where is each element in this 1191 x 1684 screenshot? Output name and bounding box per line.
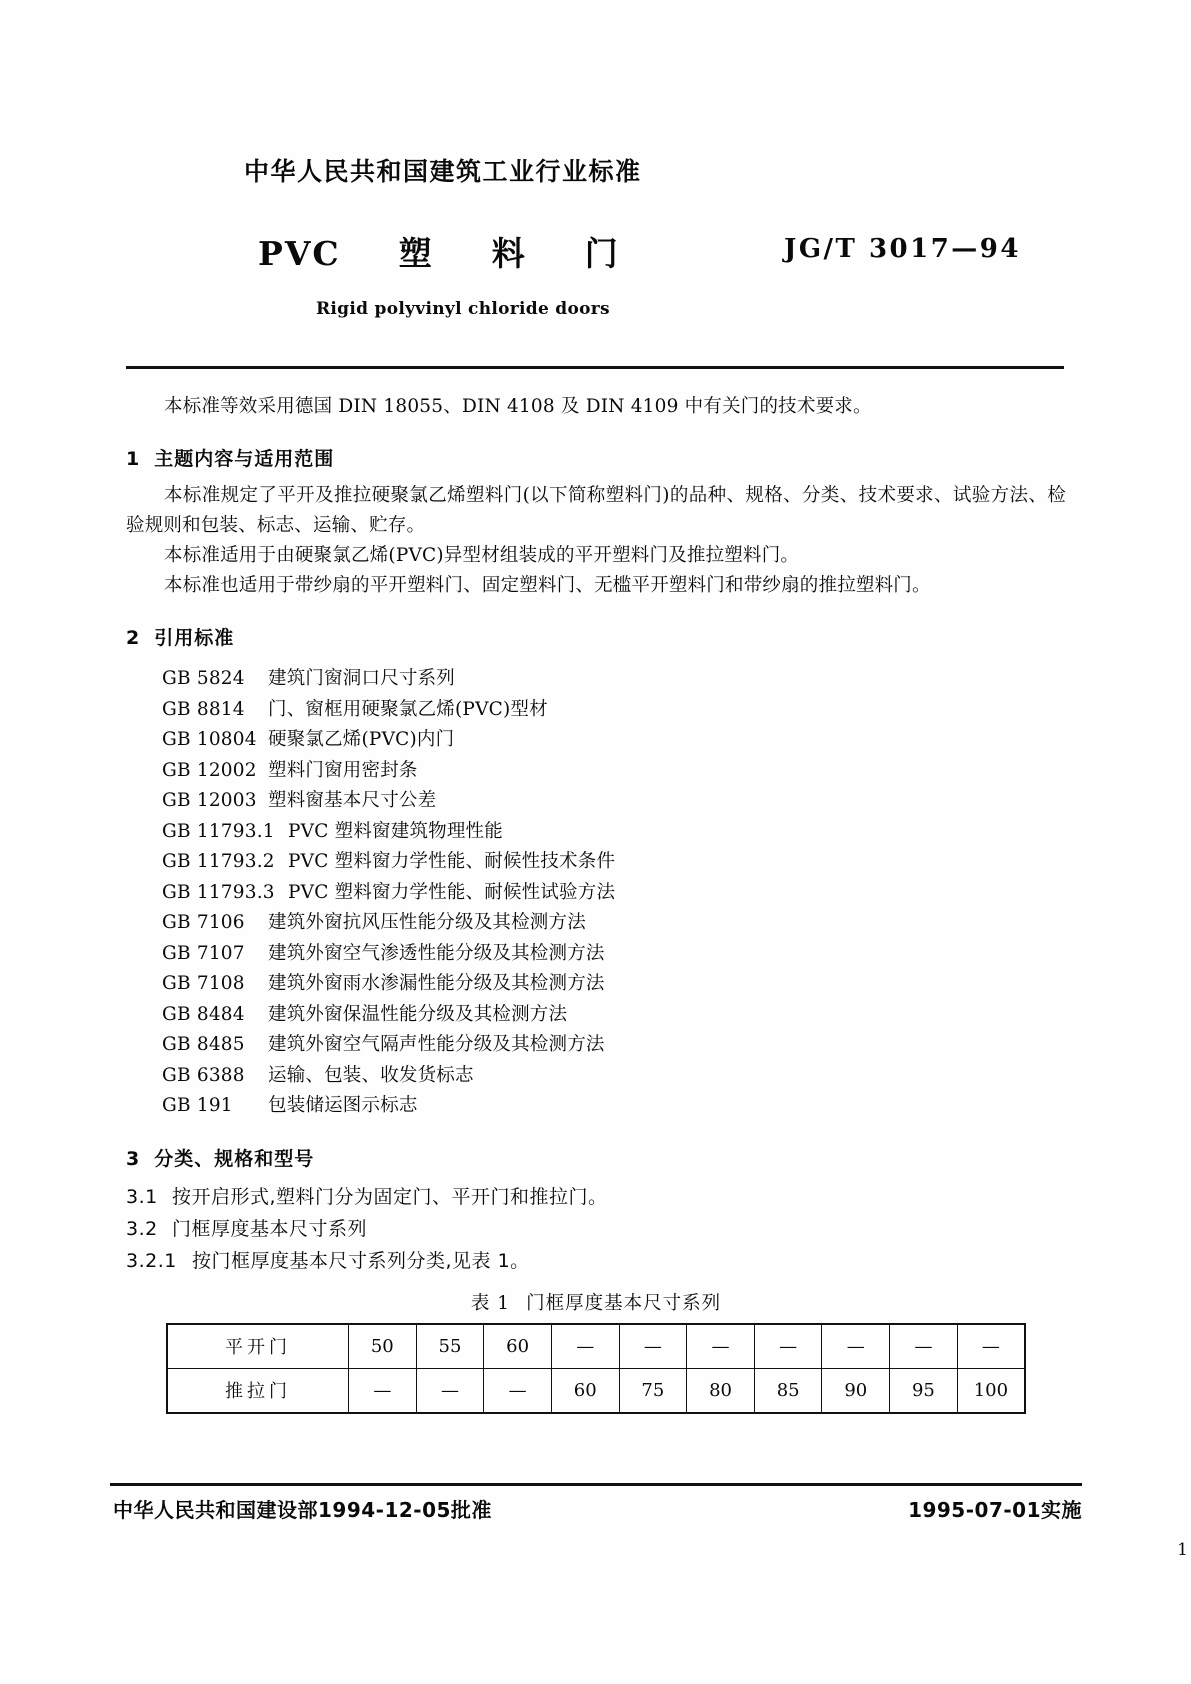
- cell: —: [619, 1324, 687, 1369]
- section-heading-1: [126, 444, 1066, 471]
- subsection-number: 3.2: [126, 1217, 158, 1240]
- reference-title: 门、窗框用硬聚氯乙烯(PVC)型材: [268, 698, 548, 720]
- cell: —: [754, 1324, 822, 1369]
- list-item: [162, 939, 1066, 970]
- cell: —: [890, 1324, 958, 1369]
- cell: 55: [416, 1324, 484, 1369]
- cell: 100: [957, 1368, 1025, 1413]
- list-item: [162, 969, 1066, 1000]
- header-divider: [126, 366, 1064, 369]
- list-item: [162, 1061, 1066, 1092]
- cell: 50: [349, 1324, 417, 1369]
- title-part-liao: 料: [491, 234, 527, 273]
- reference-code: GB 12002: [162, 759, 257, 781]
- section-title-3: 分类、规格和型号: [154, 1147, 315, 1170]
- cell: —: [416, 1368, 484, 1413]
- subsection-3-2: [126, 1213, 1066, 1245]
- section-number-2: 2: [126, 627, 141, 649]
- cell: —: [822, 1324, 890, 1369]
- section-title-2: 引用标准: [154, 627, 235, 649]
- reference-title: 包装储运图示标志: [268, 1095, 418, 1116]
- list-item: [162, 1091, 1066, 1122]
- standard-number: JG/T 3017—94: [784, 234, 1021, 264]
- reference-title: 塑料窗基本尺寸公差: [268, 790, 437, 811]
- subsection-text: 按门框厚度基本尺寸系列分类,见表 1。: [192, 1249, 530, 1272]
- reference-code: GB 11793.2: [162, 851, 275, 872]
- approval-statement: 中华人民共和国建设部1994-12-05批准: [113, 1498, 492, 1522]
- document-body: [126, 392, 1066, 1414]
- reference-title: 建筑外窗保温性能分级及其检测方法: [268, 1003, 568, 1025]
- reference-title: 运输、包装、收发货标志: [268, 1064, 474, 1086]
- subsection-3-2-1: [126, 1245, 1066, 1277]
- reference-title: 建筑外窗空气渗透性能分级及其检测方法: [268, 942, 605, 964]
- title-part-men: 门: [584, 234, 620, 273]
- table-caption: [126, 1289, 1066, 1315]
- section-title-1: 主题内容与适用范围: [154, 448, 335, 470]
- reference-standards-list: [162, 664, 1066, 1122]
- list-item: [162, 725, 1066, 756]
- subsection-text: 门框厚度基本尺寸系列: [172, 1217, 368, 1240]
- page-number: 1: [1177, 1540, 1188, 1560]
- reference-code: GB 6388: [162, 1064, 245, 1086]
- cell: 95: [890, 1368, 958, 1413]
- list-item: [162, 664, 1066, 695]
- document-title: [258, 228, 620, 275]
- list-item: [162, 695, 1066, 726]
- section-1-paragraph-3: 本标准也适用于带纱扇的平开塑料门、固定塑料门、无槛平开塑料门和带纱扇的推拉塑料门。: [164, 575, 931, 596]
- cell: —: [551, 1324, 619, 1369]
- reference-title: 塑料门窗用密封条: [268, 759, 418, 781]
- cell: 90: [822, 1368, 890, 1413]
- row-label: 平开门: [167, 1324, 349, 1369]
- list-item: [162, 847, 1066, 878]
- table-caption-label: 表 1: [470, 1292, 511, 1314]
- cell: 80: [687, 1368, 755, 1413]
- reference-title: 硬聚氯乙烯(PVC)内门: [268, 729, 455, 750]
- footer-divider: [110, 1483, 1082, 1486]
- reference-code: GB 7106: [162, 912, 245, 933]
- subsection-number: 3.2.1: [126, 1249, 177, 1272]
- reference-title: 建筑外窗抗风压性能分级及其检测方法: [268, 912, 586, 933]
- reference-code: GB 7107: [162, 942, 245, 964]
- reference-title: 建筑门窗洞口尺寸系列: [268, 668, 456, 689]
- reference-title: PVC 塑料窗力学性能、耐候性试验方法: [288, 881, 616, 903]
- cell: 75: [619, 1368, 687, 1413]
- cell: 60: [551, 1368, 619, 1413]
- subsection-3-1: [126, 1181, 1066, 1213]
- section-number-3: 3: [126, 1147, 141, 1170]
- cell: —: [687, 1324, 755, 1369]
- frame-thickness-table: [166, 1323, 1026, 1414]
- cell: 60: [484, 1324, 552, 1369]
- title-row: [128, 228, 1063, 276]
- reference-code: GB 10804: [162, 729, 257, 750]
- list-item: [162, 786, 1066, 817]
- section-heading-3: [126, 1144, 1066, 1171]
- title-part-su: 塑: [398, 234, 434, 273]
- reference-code: GB 8814: [162, 698, 245, 720]
- reference-code: GB 12003: [162, 790, 257, 811]
- cell: —: [484, 1368, 552, 1413]
- reference-title: PVC 塑料窗建筑物理性能: [288, 820, 503, 842]
- section-number-1: 1: [126, 448, 141, 470]
- reference-code: GB 5824: [162, 668, 245, 689]
- list-item: [162, 908, 1066, 939]
- reference-title: 建筑外窗雨水渗漏性能分级及其检测方法: [268, 973, 605, 994]
- subsection-text: 按开启形式,塑料门分为固定门、平开门和推拉门。: [172, 1185, 608, 1208]
- cell: 85: [754, 1368, 822, 1413]
- english-subtitle: Rigid polyvinyl chloride doors: [316, 299, 610, 319]
- masthead-title: 中华人民共和国建筑工业行业标准: [244, 157, 642, 186]
- effective-date: 1995-07-01实施: [908, 1498, 1082, 1522]
- list-item: [162, 1030, 1066, 1061]
- section-1-paragraph-1: 本标准规定了平开及推拉硬聚氯乙烯塑料门(以下简称塑料门)的品种、规格、分类、技术要求、试验方法、检验规则和包装、标志、运输、贮存。: [126, 485, 1066, 536]
- section-1-paragraph-2: 本标准适用于由硬聚氯乙烯(PVC)异型材组装成的平开塑料门及推拉塑料门。: [164, 545, 800, 566]
- section-heading-2: [126, 623, 1066, 650]
- reference-code: GB 191: [162, 1095, 233, 1116]
- row-label: 推拉门: [167, 1368, 349, 1413]
- subsection-number: 3.1: [126, 1185, 158, 1208]
- title-part-pvc: PVC: [258, 234, 341, 273]
- table-caption-title: 门框厚度基本尺寸系列: [526, 1292, 722, 1314]
- table-row: [167, 1324, 1025, 1369]
- reference-title: 建筑外窗空气隔声性能分级及其检测方法: [268, 1034, 605, 1055]
- cell: —: [349, 1368, 417, 1413]
- list-item: [162, 817, 1066, 848]
- cell: —: [957, 1324, 1025, 1369]
- reference-code: GB 11793.3: [162, 881, 275, 903]
- intro-paragraph: 本标准等效采用德国 DIN 18055、DIN 4108 及 DIN 4109 中有关门的技术要求。: [164, 396, 872, 417]
- table-row: [167, 1368, 1025, 1413]
- reference-code: GB 7108: [162, 973, 245, 994]
- reference-code: GB 11793.1: [162, 820, 275, 842]
- list-item: [162, 1000, 1066, 1031]
- list-item: [162, 878, 1066, 909]
- reference-code: GB 8485: [162, 1034, 245, 1055]
- reference-title: PVC 塑料窗力学性能、耐候性技术条件: [288, 851, 616, 872]
- list-item: [162, 756, 1066, 787]
- reference-code: GB 8484: [162, 1003, 245, 1025]
- page-footer: [110, 1494, 1082, 1528]
